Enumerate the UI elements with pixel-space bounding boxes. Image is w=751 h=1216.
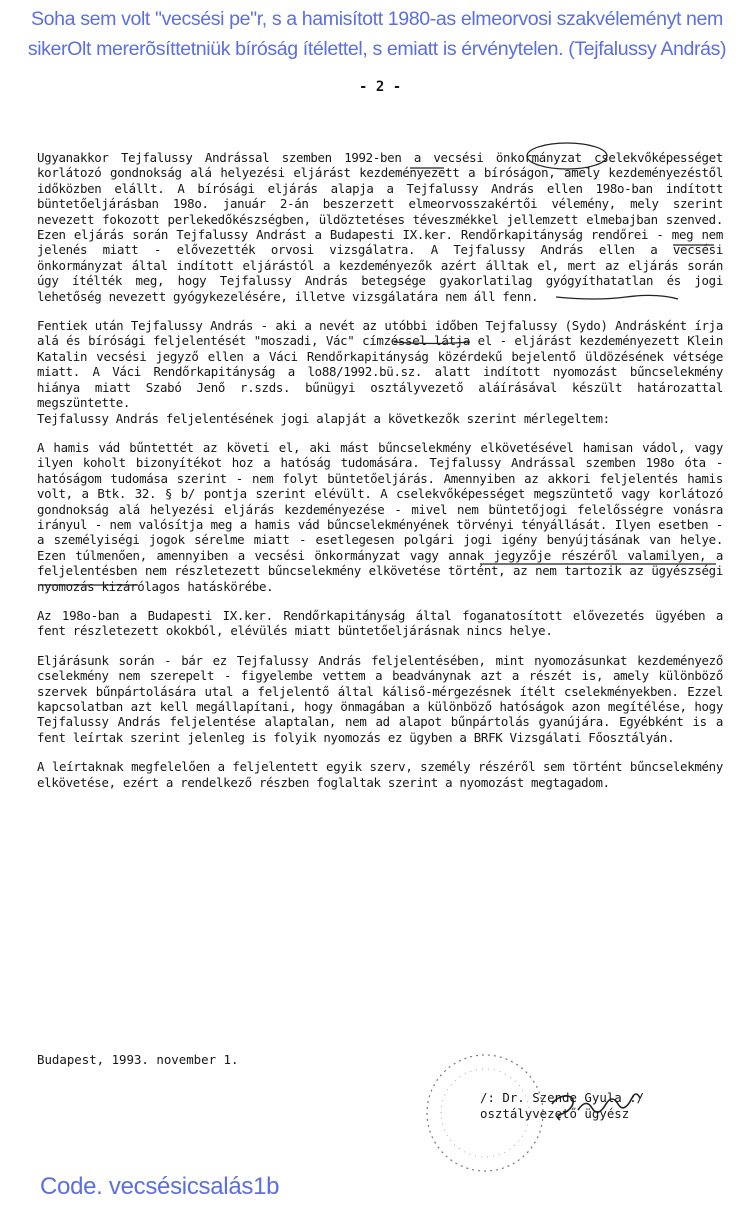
- paragraph-6: Eljárásunk során - bár ez Tejfalussy András feljelentésében, mint nyomozásunkat kezdeményező cselekmény nem szerepelt - figyelembe vettem a beadványnak azt a részét is, amely különböző szervek bűnpártolására utal a feljelentő által káliső-mérgezésnek ítélt cselekményekben. Ezzel kapcsolatban azt kell megállapítani, hogy önmagában a különböző hatóságok azon megítélése, hogy Tejfalussy András feljelentése alaptalan, nem ad alapot bűnpártolás gyanújára. Egyébként is a fent leírtak szerint jelenleg is folyik nyomozás ez ügyben a BRFK Vizsgálati Főosztályán.: [37, 652, 723, 745]
- paragraph-7: A leírtaknak megfelelően a feljelentett egyik szerv, személy részéről sem történt bűncselekmény elkövetése, ezért a rendelkező részben foglaltak szerint a nyomozást megtagadom.: [37, 759, 723, 790]
- footer-code: Code. vecsésicsalás1b: [40, 1173, 280, 1200]
- signatory-title: osztályvezető ügyész: [480, 1106, 630, 1121]
- paragraph-1: Ugyanakkor Tejfalussy Andrással szemben 1992-ben a vecsési önkormányzat cselekvőképességet korlátozó gondnokság alá helyezési eljárást kezdeményezett a bíróságon, amely kezdeményezéstől időközben elállt. A bírósági eljárás alapja a Tejfalussy András ellen 198o-ban indított büntetőeljárásban 198o. január 2-án beszerzett elmeorvosszakértői vélemény, mely szerint nevezett fokozott perlekedőkészségben, üldöztetéses téveszmékkel jellemzett elmebajban szenved. Ezen eljárás során Tejfalussy Andrást a Budapesti IX.ker. Rendőrkapitányság rendőrei - meg nem jelenés miatt - elővezették orvosi vizsgálatra. A Tejfalussy András ellen a vecsési önkormányzat által indított eljárástól a kezdeményezők azért álltak el, mert az eljárás során úgy ítélték meg, hogy Tejfalussy András betegsége gyakorlatilag gyógyíthatatlan és jogi lehetőség nevezett gyógykezelésére, illetve vizsgálatára nem áll fenn.: [37, 150, 723, 304]
- signatory-name: /: Dr. Szende Gyula :/: [480, 1090, 645, 1105]
- paragraph-4: A hamis vád bűntettét az követi el, aki mást bűncselekmény elkövetésével hamisan vádol, vagy ilyen koholt bizonyítékot hoz a hatóság tudomására. Tejfalussy Andrással szemben 198o óta - hatóságom tudomása szerint - nem folyt büntetőeljárás. Amennyiben az akkori feljelentés hamis volt, a Btk. 32. § b/ pontja szerint elévült. A cselekvőképességet megszüntető vagy korlátozó gondnokság alá helyezési eljárás kezdeményezése - mivel nem büntetőjogi felelősségre vonásra irányul - nem valósítja meg a hamis vád bűncselekményének törvényi tényállását. Ilyen esetben - a személyiségi jogok sérelme miatt - esetlegesen polgári jogi igény benyújtásának van helye. Ezen túlmenően, amennyiben a vecsési önkormányzat vagy annak jegyzője részéről valamilyen, a feljelentésben nem részletezett bűncselekmény elkövetése történt, az nem tartozik az ügyészségi nyomozás kizárólagos hatáskörébe.: [37, 439, 723, 594]
- paragraph-2: Fentiek után Tejfalussy András - aki a nevét az utóbbi időben Tejfalussy (Sydo) Andrásként írja alá és bírósági feljelentését "moszadi, Vác" címzéssel látja el - eljárást kezdeményezett Klein Katalin vecsési jegyző ellen a Váci Rendőrkapitányság közérdekű bejelentő üldözésének vétsége miatt. A Váci Rendőrkapitányság a lo88/1992.bü.sz. alatt indított nyomozást bűncselekmény hiánya miatt Szabó Jenő r.szds. bűnügyi osztályvezető aláírásával készült határozattal megszüntette.: [37, 318, 723, 411]
- paragraph-3: Tejfalussy András feljelentésének jogi alapját a következők szerint mérlegeltem:: [37, 410, 610, 426]
- page-number: - 2 -: [359, 79, 402, 95]
- header-annotation: Soha sem volt "vecsési pe"r, s a hamisított 1980-as elmeorvosi szakvéleményt nem sikerOlt mererõsíttetniük bíróság ítélettel, s emiatt is érvénytelen. (Tejfalussy András): [27, 8, 727, 60]
- letter-body: [37, 150, 723, 790]
- signature-block: [480, 1090, 730, 1122]
- place-and-date: Budapest, 1993. november 1.: [37, 1052, 239, 1067]
- paragraph-5: Az 198o-ban a Budapesti IX.ker. Rendőrkapitányság által foganatosított elővezetés ügyében a fent részletezett okokból, elévülés miatt büntetőeljárásnak nincs helye.: [37, 607, 723, 639]
